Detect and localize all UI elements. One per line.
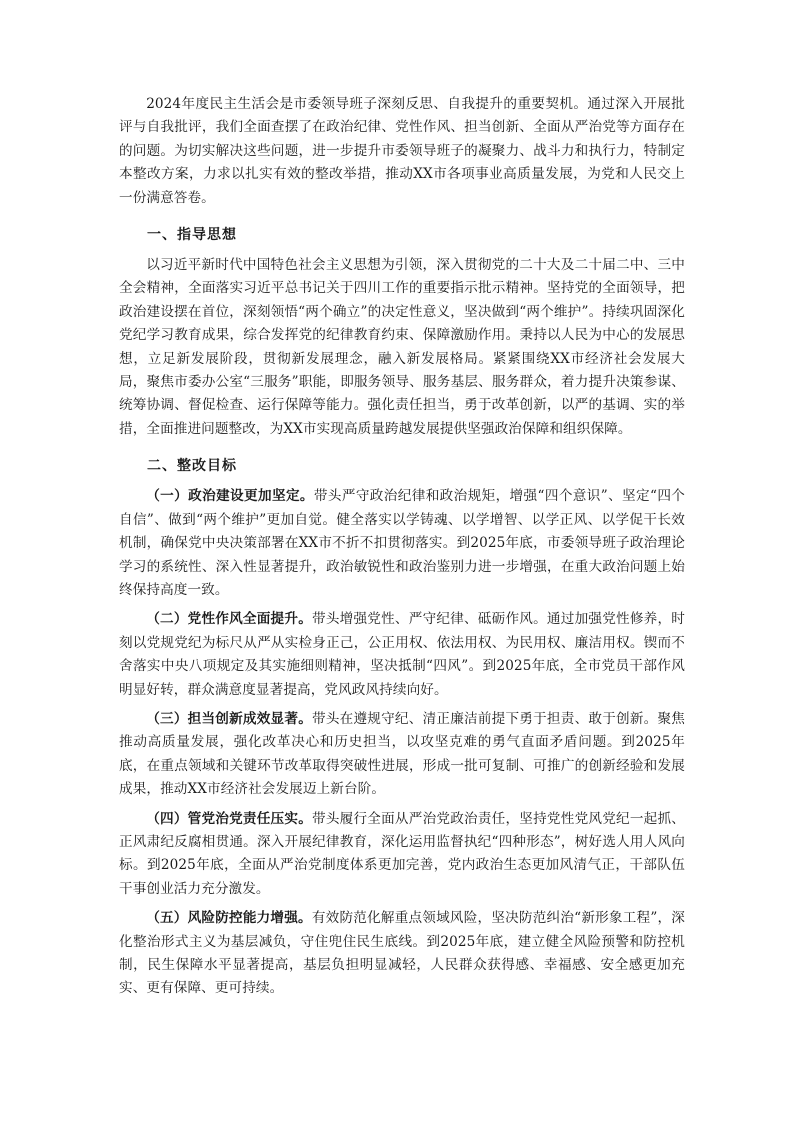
goal-item-body: 有效防范化解重点领域风险，坚决防范纠治“新形象工程”，深化整治形式主义为基层减负，守住兜住民生底线。到2025年底，建立健全风险预警和防控机制，民生保障水平显著提高，基层负担明显减轻，人民群众获得感、幸福感、安全感更加充实、更有保障、更可持续。 <box>119 910 686 997</box>
goal-item-lead: （一）政治建设更加坚定。 <box>146 488 314 505</box>
goal-item-body: 带头履行全面从严治党政治责任，坚持党性党风党纪一起抓、正风肃纪反腐相贯通。深入开展纪律教育，深化运用监督执纪“四种形态”，树好选人用人风向标。到2025年底，全面从严治党制度体系更加完善，党内政治生态更加风清气正，干部队伍干事创业活力充分激发。 <box>119 810 685 897</box>
goal-item-risk-control <box>119 907 685 1001</box>
goal-item-body: 带头在遵规守纪、清正廉洁前提下勇于担责、敢于创新。聚焦推动高质量发展，强化改革决心和历史担当，以攻坚克难的勇气直面矛盾问题。到2025年底，在重点领域和关键环节改革取得突破性进展，形成一批可复制、可推广的创新经验和发展成果，推动XX市经济社会发展迈上新台阶。 <box>119 710 685 798</box>
goal-item-lead: （二）党性作风全面提升。 <box>146 611 313 628</box>
guiding-thought-paragraph: 以习近平新时代中国特色社会主义思想为引领，深入贯彻党的二十大及二十届二中、三中全会精神，全面落实习近平总书记关于四川工作的重要指示批示精神。坚持党的全面领导，把政治建设摆在首位，深刻领悟“两个确立”的决定性意义，坚决做到“两个维护”。持续巩固深化党纪学习教育成果，综合发挥党的纪律教育约束、保障激励作用。秉持以人民为中心的发展思想，立足新发展阶段，贯彻新发展理念，融入新发展格局。紧紧围绕XX市经济社会发展大局，聚焦市委办公室“三服务”职能，即服务领导、服务基层、服务群众，着力提升决策参谋、统筹协调、督促检查、运行保障等能力。强化责任担当，勇于改革创新，以严的基调、实的举措，全面推进问题整改，为XX市实现高质量跨越发展提供坚强政治保障和组织保障。 <box>119 257 685 437</box>
spacer <box>119 441 685 447</box>
section-heading-rectification-goals: 二、整改目标 <box>147 458 237 475</box>
goal-item-body: 带头严守政治纪律和政治规矩，增强“四个意识”、坚定“四个自信”、做到“两个维护”更加自觉。健全落实以学铸魂、以学增智、以学正风、以学促干长效机制，确保党中央决策部署在XX市不折不扣贯彻落实。到2025年底，市委领导班子政治理论学习的系统性、深入性显著提升，政治敏锐性和政治鉴别力进一步增强，在重大政治问题上始终保持高度一致。 <box>119 488 686 598</box>
section-heading-guiding-thought: 一、指导思想 <box>147 227 237 244</box>
goal-item-body: 带头增强党性、严守纪律、砥砺作风。通过加强党性修养，时刻以党规党纪为标尺从严从实检身正己，公正用权、依法用权、为民用权、廉洁用权。锲而不舍落实中央八项规定及其实施细则精神，坚决抵制“四风”。到2025年底，全市党员干部作风明显好转，群众满意度显著提高，党风政风持续向好。 <box>119 611 685 698</box>
goal-item-lead: （五）风险防控能力增强。 <box>146 910 312 927</box>
goal-item-lead: （四）管党治党责任压实。 <box>146 810 313 827</box>
spacer <box>119 210 685 216</box>
goal-item-political <box>119 485 685 602</box>
goal-item-party-style <box>119 608 685 702</box>
goal-item-lead: （三）担当创新成效显著。 <box>146 710 313 727</box>
goal-item-innovation <box>119 708 685 802</box>
goal-item-party-governance <box>119 808 685 902</box>
intro-paragraph: 2024年度民主生活会是市委领导班子深刻反思、自我提升的重要契机。通过深入开展批评与自我批评，我们全面查摆了在政治纪律、党性作风、担当创新、全面从严治党等方面存在的问题。为切实解决这些问题，进一步提升市委领导班子的凝聚力、战斗力和执行力，特制定本整改方案，力求以扎实有效的整改举措，推动XX市各项事业高质量发展，为党和人民交上一份满意答卷。 <box>119 96 685 206</box>
document-page <box>119 93 685 1001</box>
